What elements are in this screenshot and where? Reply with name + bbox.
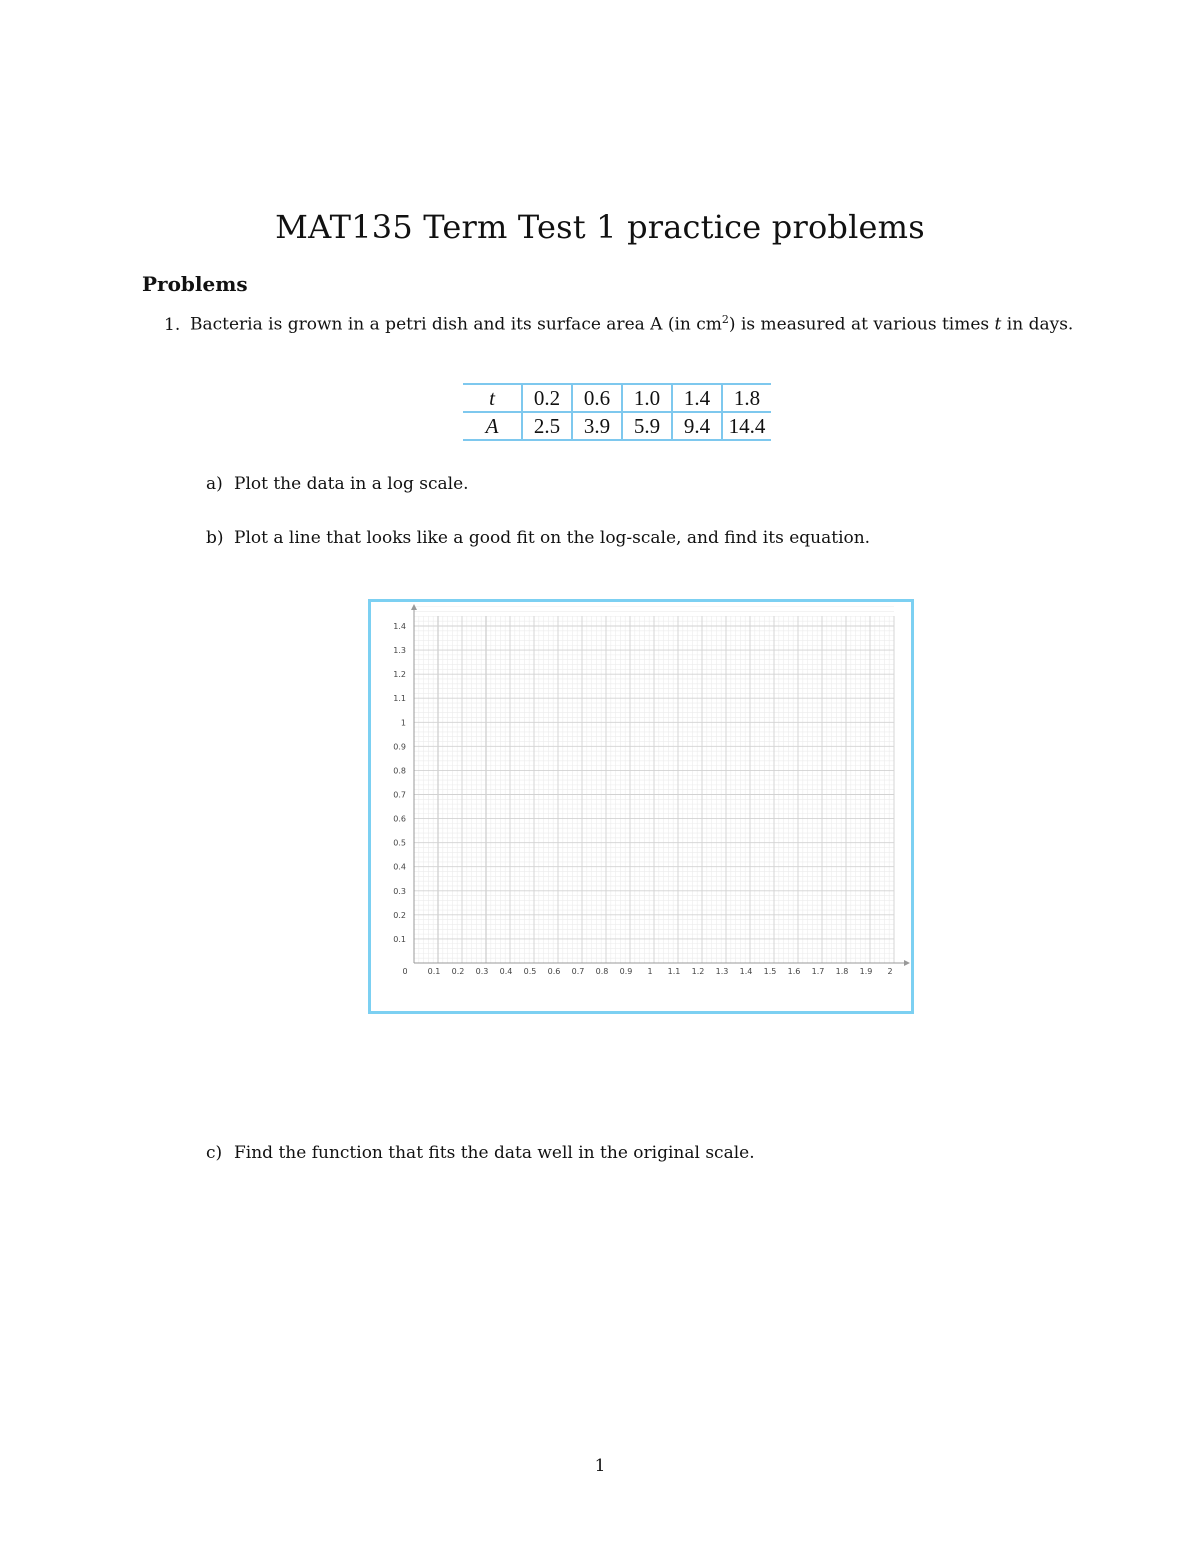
y-tick-label: 0.3	[393, 886, 406, 896]
grid-chart	[371, 602, 911, 1011]
table-cell: 1.0	[622, 384, 672, 412]
part-b-label: b)	[206, 528, 224, 548]
x-tick-label: 0	[402, 967, 408, 976]
problem-text-part3: in days.	[1001, 314, 1074, 335]
part-a	[206, 474, 469, 494]
table-cell: 0.2	[522, 384, 572, 412]
table-row-a	[463, 412, 771, 440]
y-tick-label: 1.3	[393, 646, 406, 656]
part-a-text: Plot the data in a log scale.	[234, 474, 469, 494]
part-c	[206, 1143, 755, 1163]
y-tick-label: 0.2	[393, 910, 406, 920]
y-tick-label: 0.4	[393, 862, 406, 872]
section-heading: Problems	[142, 272, 248, 296]
table-cell: 1.4	[672, 384, 722, 412]
x-tick-label: 1.7	[811, 967, 825, 976]
y-tick-label: 0.9	[393, 742, 406, 752]
y-tick-label: 1.4	[393, 622, 406, 631]
x-tick-label: 2	[887, 967, 893, 976]
graph-paper	[368, 599, 914, 1014]
table-cell: 5.9	[622, 412, 672, 440]
x-tick-label: 0.6	[547, 967, 561, 976]
x-tick-label: 1.3	[715, 967, 729, 976]
y-tick-label: 0.8	[393, 766, 406, 776]
y-tick-label: 0.5	[393, 838, 406, 848]
table-cell: 2.5	[522, 412, 572, 440]
y-tick-label: 0.6	[393, 814, 406, 824]
y-tick-label: 1.1	[393, 694, 406, 704]
problem-text-part1: Bacteria is grown in a petri dish and its surface area A (in cm	[190, 314, 722, 335]
table-cell: 14.4	[722, 412, 771, 440]
problem-variable: t	[994, 314, 1002, 335]
document-title: MAT135 Term Test 1 practice problems	[275, 208, 925, 246]
x-tick-label: 1.1	[667, 967, 681, 976]
y-tick-label: 0.1	[393, 934, 406, 944]
x-tick-label: 0.1	[427, 967, 441, 976]
part-c-label: c)	[206, 1143, 223, 1163]
table-cell: 0.6	[572, 384, 622, 412]
x-tick-label: 1	[647, 967, 653, 976]
table-cell: 3.9	[572, 412, 622, 440]
x-tick-label: 0.5	[523, 967, 537, 976]
x-tick-label: 1.4	[739, 967, 753, 976]
row-label-t: t	[463, 384, 522, 412]
x-tick-label: 0.3	[475, 967, 489, 976]
x-tick-label: 1.5	[763, 967, 777, 976]
x-tick-label: 1.9	[859, 967, 873, 976]
table-cell: 1.8	[722, 384, 771, 412]
part-b-text: Plot a line that looks like a good fit on the log-scale, and find its equation.	[234, 528, 871, 548]
x-tick-label: 1.8	[835, 967, 849, 976]
table-row-t	[463, 384, 771, 412]
part-b	[206, 528, 870, 548]
x-axis-arrow	[904, 960, 910, 966]
page-number: 1	[594, 1456, 606, 1476]
y-tick-label: 0.7	[393, 790, 406, 800]
x-tick-label: 1.2	[691, 967, 705, 976]
y-tick-label: 1	[400, 718, 406, 728]
x-tick-label: 0.9	[619, 967, 633, 976]
row-label-a: A	[463, 412, 522, 440]
problem-number: 1.	[164, 314, 181, 335]
data-table	[463, 383, 771, 441]
part-c-text: Find the function that fits the data well in the original scale.	[234, 1143, 755, 1163]
problem-text-part2: ) is measured at various times	[728, 314, 995, 335]
y-tick-label: 1.2	[393, 670, 406, 680]
x-tick-label: 1.6	[787, 967, 801, 976]
x-tick-label: 0.4	[499, 967, 513, 976]
problem-1-statement	[164, 313, 1073, 335]
x-tick-label: 0.7	[571, 967, 585, 976]
x-tick-label: 0.8	[595, 967, 609, 976]
table-cell: 9.4	[672, 412, 722, 440]
x-tick-label: 0.2	[451, 967, 465, 976]
problem-superscript: 2	[721, 313, 729, 326]
part-a-label: a)	[206, 474, 223, 494]
